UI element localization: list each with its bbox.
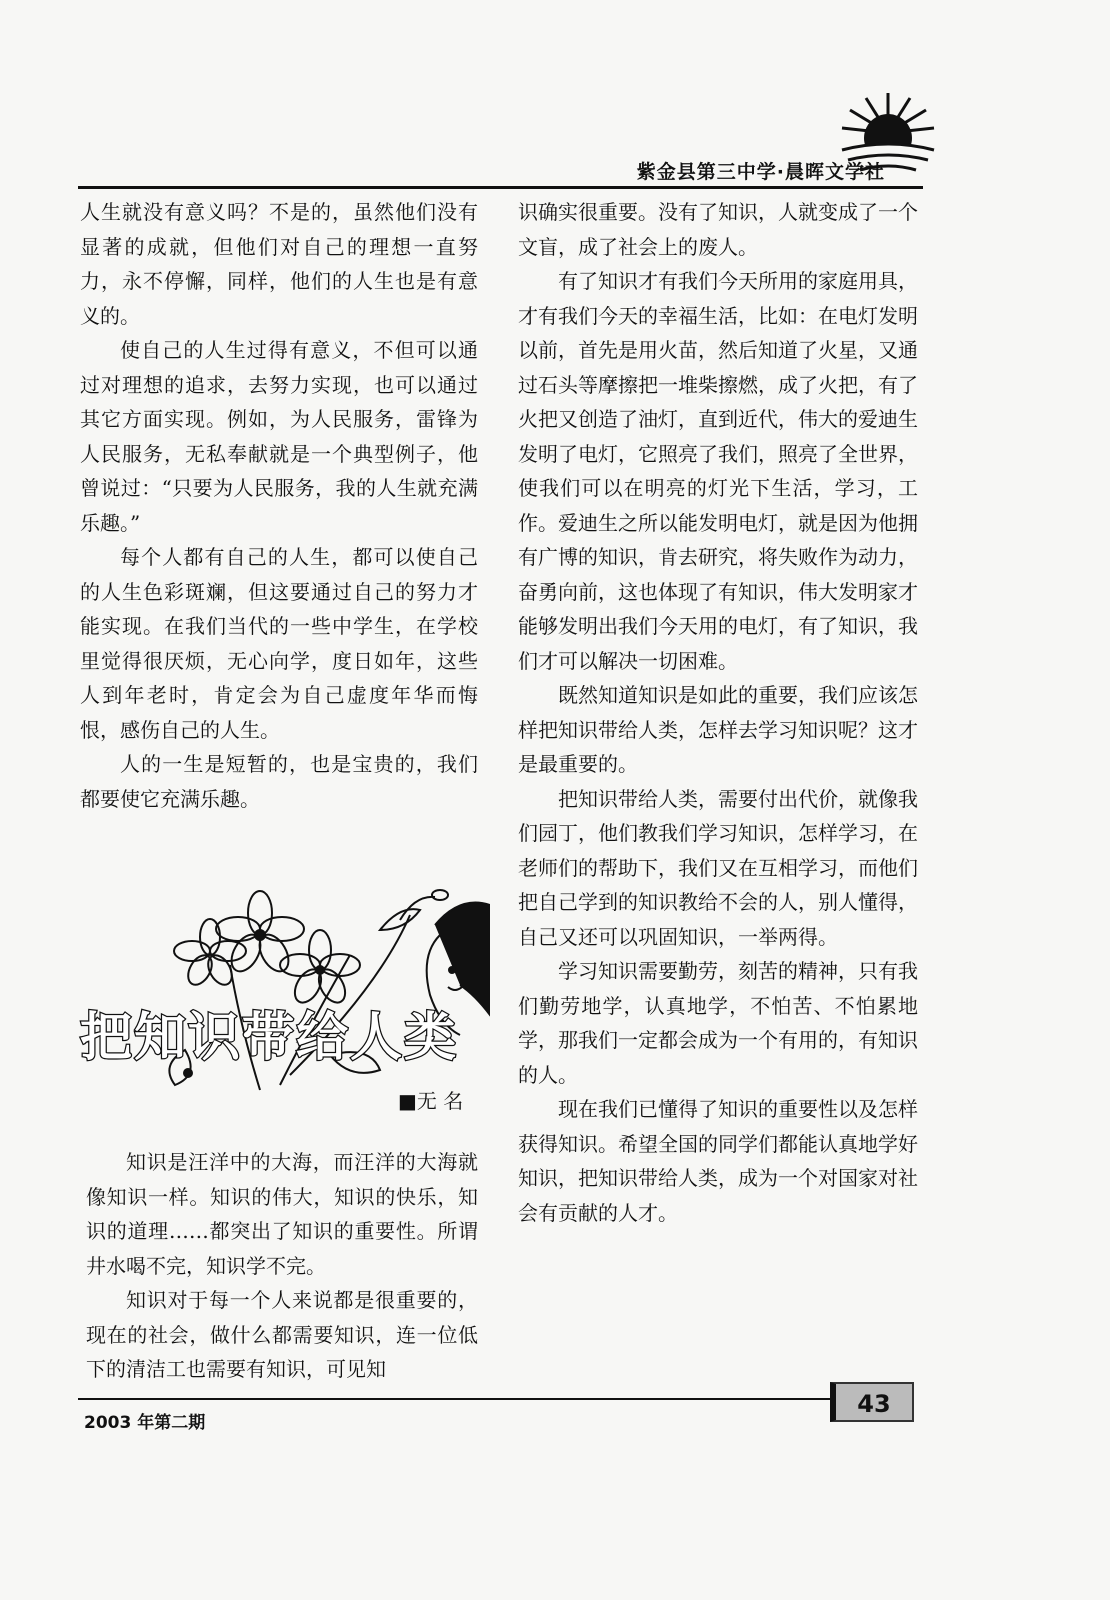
footer-rule — [78, 1398, 830, 1400]
paragraph: 把知识带给人类，需要付出代价，就像我们园丁，他们教我们学习知识，怎样学习，在老师们的帮助下，我们又在互相学习，而他们把自己学到的知识教给不会的人，别人懂得，自己又还可以巩固知识，一举两得。 — [518, 786, 918, 949]
paragraph: 使自己的人生过得有意义，不但可以通过对理想的追求，去努力实现，也可以通过其它方面实现。例如，为人民服务，雷锋为人民服务，无私奉献就是一个典型例子，他曾说过：“只要为人民服务，我的人生就充满乐趣。” — [80, 338, 478, 535]
header-title: 紫金县第三中学·晨晖文学社 — [636, 161, 885, 183]
page-number: 43 — [830, 1382, 914, 1422]
right-column-article — [518, 195, 918, 1230]
paragraph: 每个人都有自己的人生，都可以使自己的人生色彩斑斓，但这要通过自己的努力才能实现。在我们当代的一些中学生，在学校里觉得很厌烦，无心向学，度日如年，这些人到年老时，肯定会为自己虚度年华而悔恨，感伤自己的人生。 — [80, 545, 478, 742]
paragraph: 现在我们已懂得了知识的重要性以及怎样获得知识。希望全国的同学们都能认真地学好知识，把知识带给人类，成为一个对国家对社会有贡献的人才。 — [518, 1097, 918, 1225]
article-title: 把知识带给人类 — [80, 1008, 459, 1068]
left-column-previous-essay — [80, 195, 478, 816]
header-rule — [78, 186, 923, 189]
paragraph: 有了知识才有我们今天所用的家庭用具，才有我们今天的幸福生活，比如：在电灯发明以前，首先是用火苗，然后知道了火星，又通过石头等摩擦把一堆柴擦燃，成了火把，有了火把又创造了油灯，直到近代，伟大的爱迪生发明了电灯，它照亮了我们，照亮了全世界，使我们可以在明亮的灯光下生活，学习，工作。爱迪生之所以能发明电灯，就是因为他拥有广博的知识，肯去研究，将失败作为动力，奋勇向前，这也体现了有知识，伟大发明家才能够发明出我们今天用的电灯，有了知识，我们才可以解决一切困难。 — [518, 269, 918, 673]
issue-label: 2003 年第二期 — [84, 1413, 206, 1433]
paragraph: 知识对于每一个人来说都是很重要的，现在的社会，做什么都需要知识，连一位低下的清洁工也需要有知识，可见知 — [86, 1288, 478, 1381]
article-author: ■无 名 — [398, 1089, 464, 1113]
paragraph: 学习知识需要勤劳，刻苦的精神，只有我们勤劳地学，认真地学，不怕苦、不怕累地学，那我们一定都会成为一个有用的，有知识的人。 — [518, 959, 918, 1087]
paragraph: 识确实很重要。没有了知识，人就变成了一个文盲，成了社会上的废人。 — [518, 200, 918, 259]
left-column-article — [86, 1145, 478, 1387]
paragraph: 人的一生是短暂的，也是宝贵的，我们都要使它充满乐趣。 — [80, 752, 478, 811]
paragraph: 知识是汪洋中的大海，而汪洋的大海就像知识一样。知识的伟大，知识的快乐，知识的道理……都突出了知识的重要性。所谓井水喝不完，知识学不完。 — [86, 1150, 478, 1278]
paragraph: 既然知道知识是如此的重要，我们应该怎样把知识带给人类，怎样去学习知识呢？这才是最重要的。 — [518, 683, 918, 776]
paragraph: 人生就没有意义吗？不是的，虽然他们没有显著的成就，但他们对自己的理想一直努力，永不停懈，同样，他们的人生也是有意义的。 — [80, 200, 478, 328]
